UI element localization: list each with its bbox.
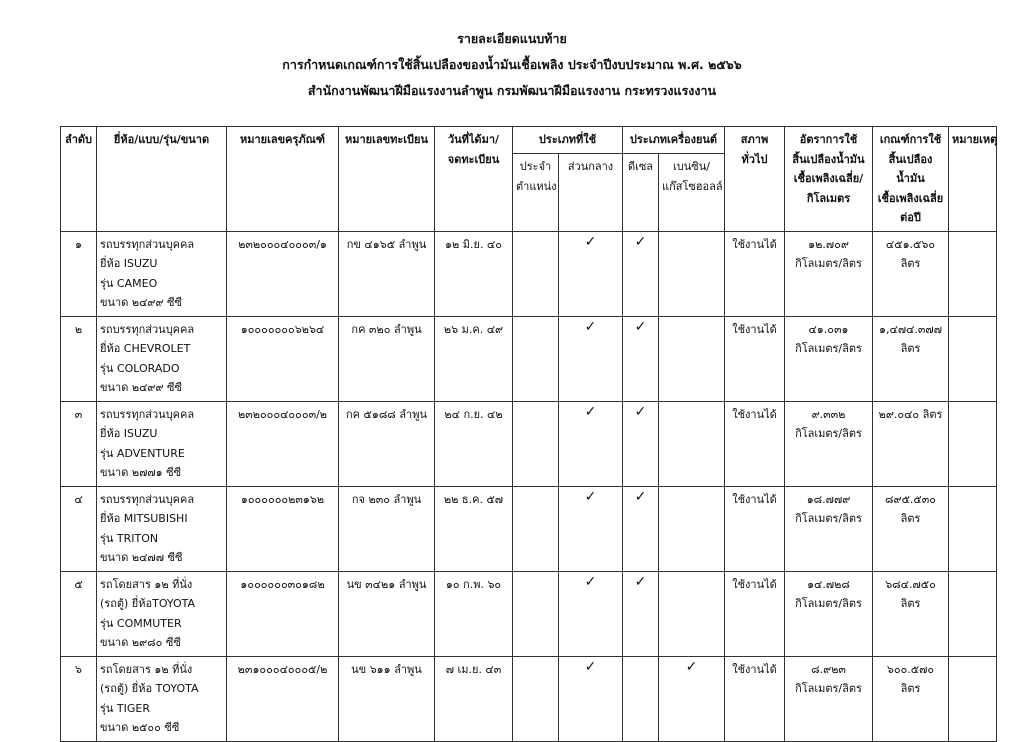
cell-rate (785, 571, 873, 656)
brand-line: รุ่น COMMUTER (100, 616, 182, 630)
brand-line: รุ่น TIGER (100, 701, 151, 715)
rate-line: ๙.๓๓๒ (811, 407, 846, 421)
fuel-criteria-table (60, 126, 997, 742)
rate-line: กิโลเมตร/ลิตร (795, 597, 862, 610)
cell-rate (785, 486, 873, 571)
cell-usage-central: ✓ (559, 231, 623, 316)
criteria-line: ลิตร (900, 257, 921, 270)
cell-plate: นข ๓๔๒๑ ลำพูน (339, 571, 435, 656)
cell-diesel (623, 656, 659, 741)
cell-diesel: ✓ (623, 316, 659, 401)
table-row (61, 486, 997, 571)
cell-brand (97, 571, 227, 656)
doc-agency: สำนักงานพัฒนาฝีมือแรงงานลำพูน กรมพัฒนาฝีมือแรงงาน กระทรวงแรงงาน (307, 83, 717, 98)
rate-line: ๑๔.๗๒๘ (807, 577, 850, 591)
cell-asset-no: ๒๓๑๐๐๐๔๐๐๐๕/๒ (227, 656, 339, 741)
brand-line: รถบรรทุกส่วนบุคคล (100, 407, 195, 421)
cell-asset-no: ๒๓๒๐๐๐๔๐๐๐๓/๑ (227, 231, 339, 316)
rate-line: กิโลเมตร/ลิตร (795, 682, 862, 695)
cell-no: ๓ (61, 401, 97, 486)
cell-remark (949, 316, 997, 401)
cell-rate (785, 231, 873, 316)
cell-brand (97, 231, 227, 316)
brand-line: ยี่ห้อ ISUZU (100, 257, 158, 270)
cell-usage-position (513, 486, 559, 571)
header-asset-no: หมายเลขครุภัณฑ์ (227, 127, 339, 232)
brand-line: (รถตู้) ยี่ห้อTOYOTA (100, 597, 196, 610)
header-plate: หมายเลขทะเบียน (339, 127, 435, 232)
header-condition: สภาพ ทั่วไป (725, 127, 785, 232)
table-row (61, 571, 997, 656)
cell-date: ๒๖ ม.ค. ๔๙ (435, 316, 513, 401)
cell-no: ๔ (61, 486, 97, 571)
header-usage-central: ส่วนกลาง (559, 154, 623, 231)
brand-line: ขนาด ๒๕๐๐ ซีซี (100, 721, 180, 734)
cell-condition: ใช้งานได้ (725, 401, 785, 486)
header-diesel: ดีเซล (623, 154, 659, 231)
cell-diesel: ✓ (623, 486, 659, 571)
criteria-line: ลิตร (900, 512, 921, 525)
rate-line: ๑๘.๗๗๙ (806, 492, 851, 506)
cell-brand (97, 486, 227, 571)
table-body (61, 231, 997, 741)
rate-line: ๘.๙๒๓ (811, 662, 846, 676)
cell-gasoline (659, 571, 725, 656)
cell-date: ๑๐ ก.พ. ๖๐ (435, 571, 513, 656)
brand-line: รถโดยสาร ๑๒ ที่นั่ง (100, 577, 193, 591)
criteria-line: ๒๙.๐๔๐ ลิตร (878, 407, 943, 421)
brand-line: ขนาด ๒๔๙๙ ซีซี (100, 381, 182, 394)
cell-condition: ใช้งานได้ (725, 316, 785, 401)
cell-plate: นข ๖๑๑ ลำพูน (339, 656, 435, 741)
cell-gasoline (659, 231, 725, 316)
cell-usage-position (513, 316, 559, 401)
table-row (61, 231, 997, 316)
brand-line: รถบรรทุกส่วนบุคคล (100, 322, 195, 336)
cell-usage-central: ✓ (559, 401, 623, 486)
table-row (61, 656, 997, 741)
cell-criteria (873, 571, 949, 656)
table-row (61, 401, 997, 486)
cell-usage-position (513, 401, 559, 486)
header-engine-type: ประเภทเครื่องยนต์ (623, 127, 725, 154)
cell-plate: กค ๕๑๘๘ ลำพูน (339, 401, 435, 486)
brand-line: ขนาด ๒๗๗๑ ซีซี (100, 466, 182, 479)
rate-line: ๑๒.๗๐๙ (808, 237, 849, 251)
cell-criteria (873, 316, 949, 401)
brand-line: รุ่น ADVENTURE (100, 446, 185, 460)
cell-usage-central: ✓ (559, 486, 623, 571)
cell-usage-position (513, 656, 559, 741)
brand-line: ขนาด ๒๔๗๗ ซีซี (100, 551, 183, 564)
cell-diesel: ✓ (623, 571, 659, 656)
cell-asset-no: ๑๐๐๐๐๐๐๓๐๑๘๒ (227, 571, 339, 656)
cell-criteria (873, 486, 949, 571)
brand-line: ขนาด ๒๔๙๙ ซีซี (100, 296, 182, 309)
brand-line: ขนาด ๒๙๘๐ ซีซี (100, 636, 181, 649)
cell-condition: ใช้งานได้ (725, 656, 785, 741)
rate-line: กิโลเมตร/ลิตร (795, 342, 862, 355)
brand-line: รุ่น TRITON (100, 531, 159, 545)
cell-plate: กค ๓๒๐ ลำพูน (339, 316, 435, 401)
cell-diesel: ✓ (623, 231, 659, 316)
cell-asset-no: ๑๐๐๐๐๐๐๒๓๑๖๒ (227, 486, 339, 571)
cell-gasoline (659, 316, 725, 401)
table-row (61, 316, 997, 401)
brand-line: ยี่ห้อ ISUZU (100, 427, 158, 440)
header-rate: อัตราการใช้ สิ้นเปลืองน้ำมัน เชื้อเพลิงเฉลี่ย/ กิโลเมตร (785, 127, 873, 232)
cell-plate: กจ ๒๓๐ ลำพูน (339, 486, 435, 571)
cell-gasoline (659, 486, 725, 571)
cell-no: ๖ (61, 656, 97, 741)
cell-brand (97, 401, 227, 486)
header-no: ลำดับ (61, 127, 97, 232)
criteria-line: ลิตร (900, 597, 921, 610)
header-remark: หมายเหตุ (949, 127, 997, 232)
header-date: วันที่ได้มา/ จดทะเบียน (435, 127, 513, 232)
cell-gasoline: ✓ (659, 656, 725, 741)
brand-line: รถบรรทุกส่วนบุคคล (100, 237, 195, 251)
header-gasoline: เบนซิน/ แก๊สโซฮอลล์ (659, 154, 725, 231)
cell-remark (949, 401, 997, 486)
criteria-line: ๘๙๕.๕๓๐ (885, 492, 936, 506)
criteria-line: ๖๐๐.๕๗๐ (886, 662, 935, 676)
cell-usage-central: ✓ (559, 656, 623, 741)
header-criteria: เกณฑ์การใช้ สิ้นเปลือง น้ำมัน เชื้อเพลิงเฉลี่ย ต่อปี (873, 127, 949, 232)
cell-diesel: ✓ (623, 401, 659, 486)
cell-condition: ใช้งานได้ (725, 571, 785, 656)
rate-line: กิโลเมตร/ลิตร (795, 512, 862, 525)
criteria-line: ๖๘๔.๗๕๐ (885, 577, 936, 591)
rate-line: กิโลเมตร/ลิตร (795, 257, 862, 270)
cell-no: ๑ (61, 231, 97, 316)
cell-asset-no: ๒๓๒๐๐๐๔๐๐๐๓/๒ (227, 401, 339, 486)
brand-line: ยี่ห้อ CHEVROLET (100, 342, 191, 355)
cell-usage-central: ✓ (559, 316, 623, 401)
brand-line: รถบรรทุกส่วนบุคคล (100, 492, 195, 506)
cell-brand (97, 316, 227, 401)
brand-line: รถโดยสาร ๑๒ ที่นั่ง (100, 662, 193, 676)
cell-no: ๕ (61, 571, 97, 656)
cell-usage-position (513, 231, 559, 316)
cell-gasoline (659, 401, 725, 486)
cell-remark (949, 486, 997, 571)
document-header (0, 26, 1024, 104)
header-brand: ยี่ห้อ/แบบ/รุ่น/ขนาด (97, 127, 227, 232)
cell-remark (949, 231, 997, 316)
cell-date: ๑๒ มิ.ย. ๔๐ (435, 231, 513, 316)
cell-usage-central: ✓ (559, 571, 623, 656)
cell-condition: ใช้งานได้ (725, 231, 785, 316)
cell-remark (949, 656, 997, 741)
cell-criteria (873, 231, 949, 316)
rate-line: กิโลเมตร/ลิตร (795, 427, 862, 440)
cell-plate: กข ๔๑๖๕ ลำพูน (339, 231, 435, 316)
cell-usage-position (513, 571, 559, 656)
cell-rate (785, 401, 873, 486)
cell-date: ๒๔ ก.ย. ๔๒ (435, 401, 513, 486)
cell-no: ๒ (61, 316, 97, 401)
brand-line: ยี่ห้อ MITSUBISHI (100, 512, 188, 525)
header-usage-type: ประเภทที่ใช้ (513, 127, 623, 154)
doc-title: รายละเอียดแนบท้าย (457, 31, 567, 46)
criteria-line: ลิตร (900, 342, 921, 355)
cell-criteria (873, 401, 949, 486)
criteria-line: ลิตร (900, 682, 921, 695)
criteria-line: ๑,๔๗๔.๓๗๗ (879, 322, 942, 336)
header-usage-position: ประจำ ตำแหน่ง (513, 154, 559, 231)
cell-asset-no: ๑๐๐๐๐๐๐๐๖๒๖๔ (227, 316, 339, 401)
cell-brand (97, 656, 227, 741)
cell-rate (785, 316, 873, 401)
cell-criteria (873, 656, 949, 741)
brand-line: รุ่น COLORADO (100, 361, 180, 375)
cell-condition: ใช้งานได้ (725, 486, 785, 571)
criteria-line: ๔๕๑.๕๖๐ (885, 237, 936, 251)
brand-line: (รถตู้) ยี่ห้อ TOYOTA (100, 682, 199, 695)
rate-line: ๔๑.๐๓๑ (808, 322, 849, 336)
brand-line: รุ่น CAMEO (100, 276, 158, 290)
doc-subtitle: การกำหนดเกณฑ์การใช้สิ้นเปลืองของน้ำมันเชื้อเพลิง ประจำปีงบประมาณ พ.ศ. ๒๕๖๖ (282, 57, 742, 72)
cell-date: ๒๒ ธ.ค. ๕๗ (435, 486, 513, 571)
cell-rate (785, 656, 873, 741)
cell-date: ๗ เม.ย. ๔๓ (435, 656, 513, 741)
cell-remark (949, 571, 997, 656)
